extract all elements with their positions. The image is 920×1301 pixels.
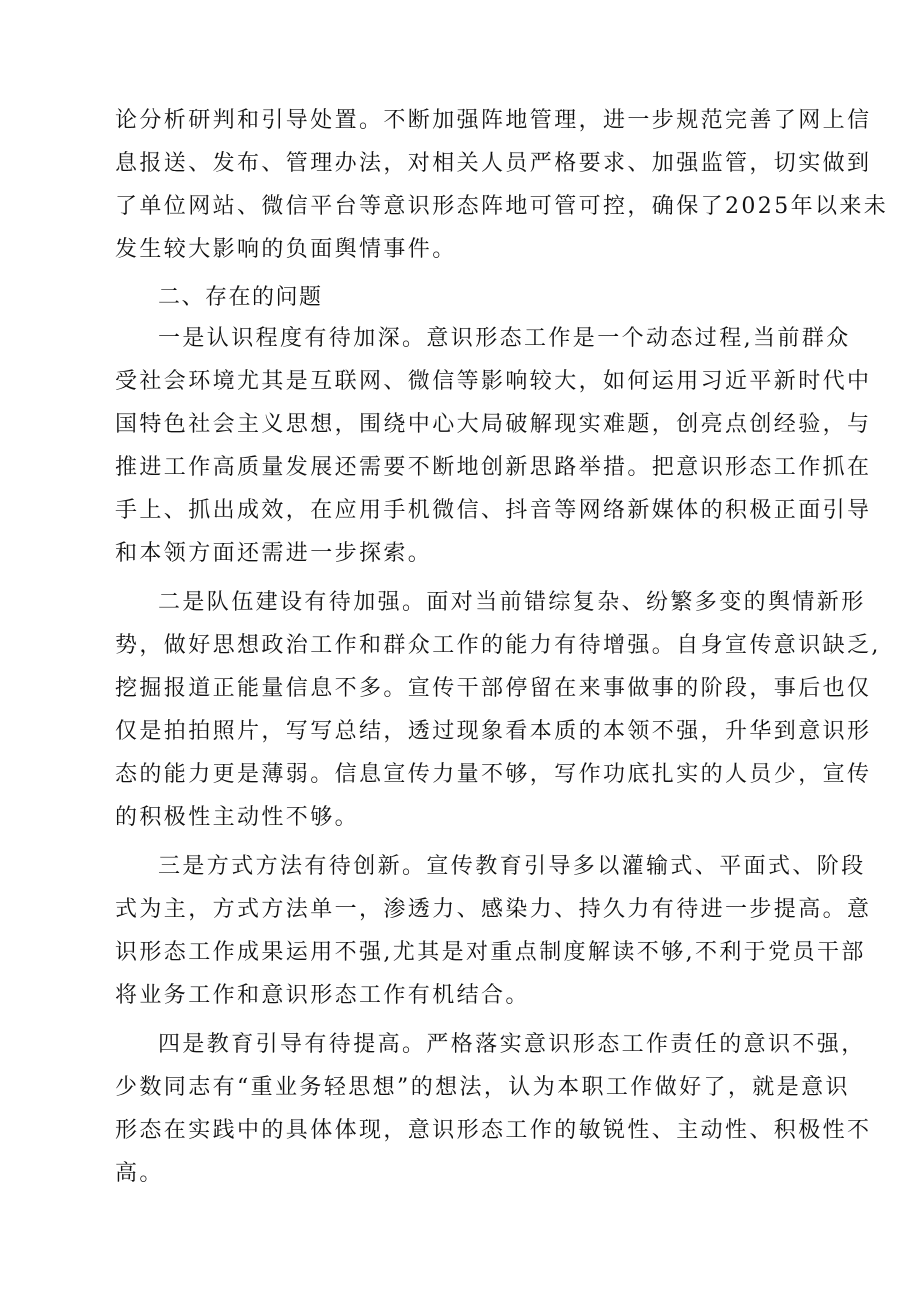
paragraph-line: 二是队伍建设有待加强。面对当前错综复杂、纷繁多变的舆情新形	[158, 590, 866, 615]
paragraph-line: 手上、抓出成效，在应用手机微信、抖音等网络新媒体的积极正面引导	[115, 498, 872, 523]
paragraph-line: 将业务工作和意识形态工作有机结合。	[115, 983, 530, 1008]
paragraph-line: 息报送、发布、管理办法，对相关人员严格要求、加强监管，切实做到	[115, 151, 872, 176]
paragraph-line: 少数同志有“重业务轻思想”的想法，认为本职工作做好了，就是意识	[115, 1075, 850, 1100]
paragraph-line: 了单位网站、微信平台等意识形态阵地可管可控，确保了2025年以来未	[115, 194, 889, 219]
paragraph-line: 识形态工作成果运用不强,尤其是对重点制度解读不够,不利于党员干部	[115, 940, 866, 965]
paragraph-line: 发生较大影响的负面舆情事件。	[115, 237, 457, 262]
paragraph-line: 势，做好思想政治工作和群众工作的能力有待增强。自身宣传意识缺乏,	[115, 633, 881, 658]
paragraph-line: 四是教育引导有待提高。严格落实意识形态工作责任的意识不强，	[158, 1032, 866, 1057]
paragraph-line: 推进工作高质量发展还需要不断地创新思路举措。把意识形态工作抓在	[115, 455, 872, 480]
paragraph-line: 三是方式方法有待创新。宣传教育引导多以灌输式、平面式、阶段	[158, 854, 866, 879]
paragraph-line: 一是认识程度有待加深。意识形态工作是一个动态过程,当前群众	[158, 326, 851, 351]
paragraph-line: 高。	[115, 1161, 164, 1186]
paragraph-line: 的积极性主动性不够。	[115, 805, 360, 830]
paragraph-line: 仅是拍拍照片，写写总结，透过现象看本质的本领不强，升华到意识形	[115, 719, 872, 744]
section-heading: 二、存在的问题	[158, 285, 323, 310]
paragraph-line: 国特色社会主义思想，围绕中心大局破解现实难题，创亮点创经验，与	[115, 412, 872, 437]
paragraph-line: 式为主，方式方法单一，渗透力、感染力、持久力有待进一步提高。意	[115, 897, 872, 922]
paragraph-line: 受社会环境尤其是互联网、微信等影响较大，如何运用习近平新时代中	[115, 369, 872, 394]
paragraph-line: 挖掘报道正能量信息不多。宣传干部停留在来事做事的阶段，事后也仅	[115, 676, 872, 701]
paragraph-line: 形态在实践中的具体体现，意识形态工作的敏锐性、主动性、积极性不	[115, 1118, 872, 1143]
paragraph-line: 态的能力更是薄弱。信息宣传力量不够，写作功底扎实的人员少，宣传	[115, 762, 872, 787]
paragraph-line: 和本领方面还需进一步探索。	[115, 541, 433, 566]
paragraph-line: 论分析研判和引导处置。不断加强阵地管理，进一步规范完善了网上信	[115, 108, 872, 133]
